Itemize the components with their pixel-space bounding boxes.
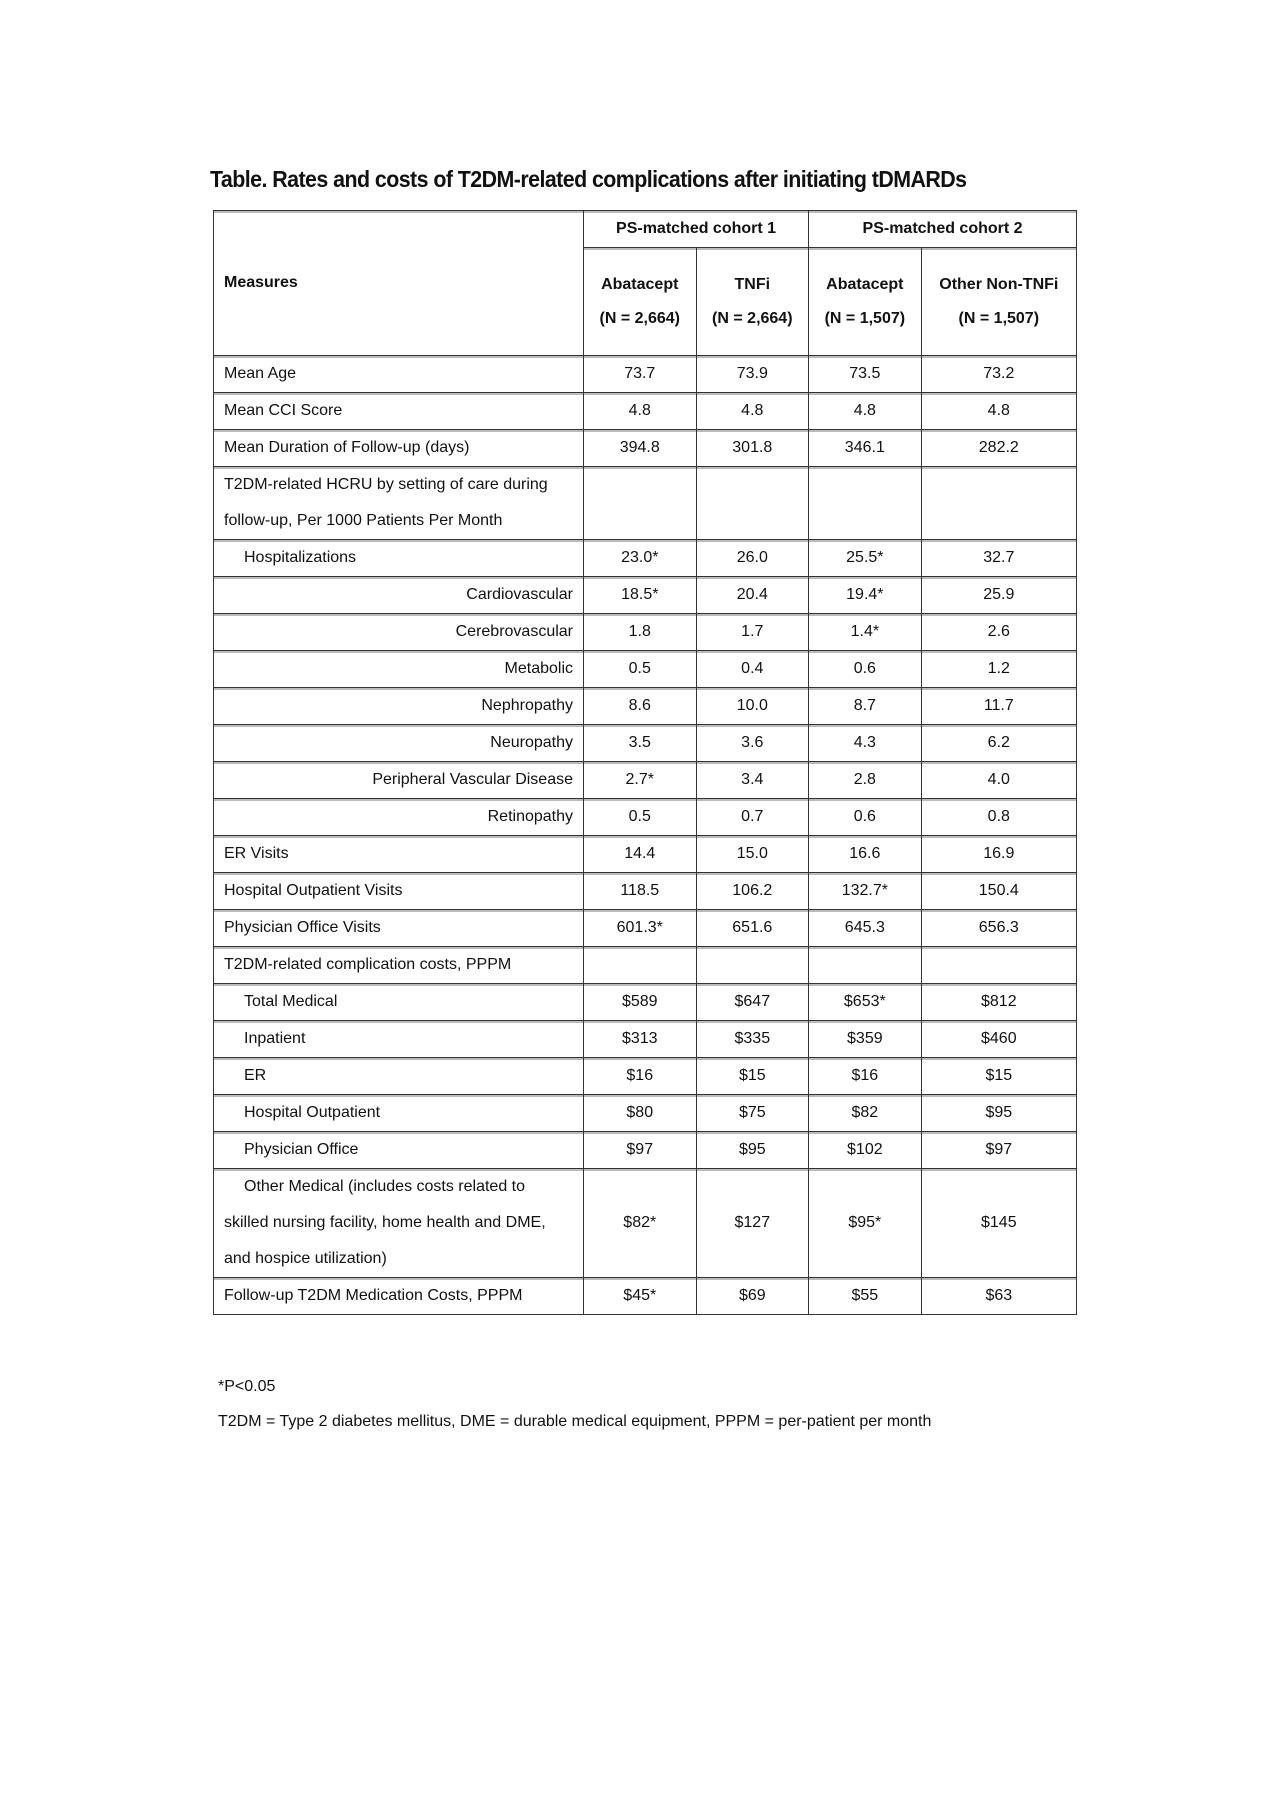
table-row xyxy=(214,614,1077,651)
cell-value: 25.5* xyxy=(809,540,922,577)
row-label: Cerebrovascular xyxy=(214,614,584,651)
cell-value: 4.8 xyxy=(809,393,922,430)
row-label: Retinopathy xyxy=(214,799,584,836)
cell-value: $45* xyxy=(584,1278,697,1315)
table-row xyxy=(214,651,1077,688)
cell-value: 301.8 xyxy=(696,430,809,467)
cell-value: $313 xyxy=(584,1021,697,1058)
cell-value: 8.7 xyxy=(809,688,922,725)
header-col-3 xyxy=(921,248,1076,356)
cell-value: 2.8 xyxy=(809,762,922,799)
table-row xyxy=(214,540,1077,577)
header-col-1 xyxy=(696,248,809,356)
cell-value: 0.5 xyxy=(584,799,697,836)
col-drug: TNFi xyxy=(734,275,771,293)
row-label: Neuropathy xyxy=(214,725,584,762)
table-row xyxy=(214,836,1077,873)
cell-value: $812 xyxy=(921,984,1076,1021)
row-label: Metabolic xyxy=(214,651,584,688)
col-drug: Abatacept xyxy=(601,275,679,293)
cell-value: $95 xyxy=(696,1132,809,1169)
cell-value xyxy=(809,947,922,984)
cell-value: $460 xyxy=(921,1021,1076,1058)
cell-value: 106.2 xyxy=(696,873,809,910)
row-label: T2DM-related HCRU by setting of care during follow-up, Per 1000 Patients Per Month xyxy=(214,467,584,540)
cell-value: 394.8 xyxy=(584,430,697,467)
header-cohort-1: PS-matched cohort 1 xyxy=(584,211,809,248)
cell-value: $16 xyxy=(584,1058,697,1095)
table-row xyxy=(214,799,1077,836)
cell-value: 1.7 xyxy=(696,614,809,651)
table-row xyxy=(214,725,1077,762)
cell-value xyxy=(921,947,1076,984)
cell-value: 0.4 xyxy=(696,651,809,688)
cell-value: 11.7 xyxy=(921,688,1076,725)
cell-value: 4.8 xyxy=(921,393,1076,430)
cell-value: $82 xyxy=(809,1095,922,1132)
cell-value: 346.1 xyxy=(809,430,922,467)
cell-value: 3.4 xyxy=(696,762,809,799)
cell-value: 1.4* xyxy=(809,614,922,651)
table-row xyxy=(214,1278,1077,1315)
row-label: Total Medical xyxy=(214,984,584,1021)
table-row xyxy=(214,356,1077,393)
cell-value: $127 xyxy=(696,1169,809,1278)
row-label: Inpatient xyxy=(214,1021,584,1058)
cell-value: 73.9 xyxy=(696,356,809,393)
header-col-2 xyxy=(809,248,922,356)
cell-value: 19.4* xyxy=(809,577,922,614)
cell-value: 73.7 xyxy=(584,356,697,393)
table-row xyxy=(214,1021,1077,1058)
cell-value: $95* xyxy=(809,1169,922,1278)
cell-value: 4.8 xyxy=(696,393,809,430)
cell-value: 4.3 xyxy=(809,725,922,762)
cell-value: 20.4 xyxy=(696,577,809,614)
cell-value: 18.5* xyxy=(584,577,697,614)
header-col-0 xyxy=(584,248,697,356)
header-measures: Measures xyxy=(214,211,584,356)
cell-value: $80 xyxy=(584,1095,697,1132)
cell-value: 25.9 xyxy=(921,577,1076,614)
cell-value: $63 xyxy=(921,1278,1076,1315)
col-n: (N = 1,507) xyxy=(958,309,1040,327)
cell-value xyxy=(696,467,809,540)
table-row xyxy=(214,393,1077,430)
cell-value: 73.2 xyxy=(921,356,1076,393)
cell-value: $145 xyxy=(921,1169,1076,1278)
row-label: Peripheral Vascular Disease xyxy=(214,762,584,799)
cell-value: $16 xyxy=(809,1058,922,1095)
cell-value: 14.4 xyxy=(584,836,697,873)
cell-value: 6.2 xyxy=(921,725,1076,762)
cell-value: 2.6 xyxy=(921,614,1076,651)
cell-value: $647 xyxy=(696,984,809,1021)
table-row xyxy=(214,947,1077,984)
cell-value: 656.3 xyxy=(921,910,1076,947)
cell-value xyxy=(809,467,922,540)
cell-value: 0.8 xyxy=(921,799,1076,836)
row-label: ER xyxy=(214,1058,584,1095)
cell-value: 651.6 xyxy=(696,910,809,947)
cell-value: $55 xyxy=(809,1278,922,1315)
cell-value xyxy=(584,947,697,984)
cell-value: 8.6 xyxy=(584,688,697,725)
cell-value: 4.8 xyxy=(584,393,697,430)
row-label: T2DM-related complication costs, PPPM xyxy=(214,947,584,984)
table-row xyxy=(214,1095,1077,1132)
header-cohort-2: PS-matched cohort 2 xyxy=(809,211,1077,248)
cell-value: 0.6 xyxy=(809,651,922,688)
row-label: Mean Duration of Follow-up (days) xyxy=(214,430,584,467)
cell-value: 0.5 xyxy=(584,651,697,688)
row-label: ER Visits xyxy=(214,836,584,873)
cell-value: $15 xyxy=(696,1058,809,1095)
table-title: Table. Rates and costs of T2DM-related complications after initiating tDMARDs xyxy=(210,166,967,192)
table-row xyxy=(214,1132,1077,1169)
cell-value: 2.7* xyxy=(584,762,697,799)
cell-value: 1.8 xyxy=(584,614,697,651)
row-label: Hospital Outpatient xyxy=(214,1095,584,1132)
table-row xyxy=(214,984,1077,1021)
cell-value: 645.3 xyxy=(809,910,922,947)
cell-value: 4.0 xyxy=(921,762,1076,799)
row-label: Follow-up T2DM Medication Costs, PPPM xyxy=(214,1278,584,1315)
cell-value: $95 xyxy=(921,1095,1076,1132)
col-n: (N = 1,507) xyxy=(824,309,906,327)
cell-value: 132.7* xyxy=(809,873,922,910)
results-table xyxy=(213,210,1077,1315)
table-row xyxy=(214,1169,1077,1278)
table-row xyxy=(214,577,1077,614)
cell-value: 1.2 xyxy=(921,651,1076,688)
cell-value: 601.3* xyxy=(584,910,697,947)
cell-value: $102 xyxy=(809,1132,922,1169)
cell-value: $589 xyxy=(584,984,697,1021)
cell-value xyxy=(584,467,697,540)
cell-value: $335 xyxy=(696,1021,809,1058)
cell-value: 0.6 xyxy=(809,799,922,836)
cell-value: 282.2 xyxy=(921,430,1076,467)
cell-value: 150.4 xyxy=(921,873,1076,910)
cell-value: 0.7 xyxy=(696,799,809,836)
row-label: Hospitalizations xyxy=(214,540,584,577)
cell-value: 16.9 xyxy=(921,836,1076,873)
cell-value: $69 xyxy=(696,1278,809,1315)
cell-value: 23.0* xyxy=(584,540,697,577)
row-label: Other Medical (includes costs related to skilled nursing facility, home health and DME, and hospice utilization) xyxy=(214,1169,584,1278)
table-row xyxy=(214,910,1077,947)
cell-value: 3.6 xyxy=(696,725,809,762)
cell-value: $75 xyxy=(696,1095,809,1132)
col-n: (N = 2,664) xyxy=(599,309,680,327)
cell-value: $97 xyxy=(921,1132,1076,1169)
cell-value: 32.7 xyxy=(921,540,1076,577)
cell-value: 73.5 xyxy=(809,356,922,393)
col-drug: Other Non-TNFi xyxy=(939,275,1059,293)
cell-value: 15.0 xyxy=(696,836,809,873)
cell-value: 26.0 xyxy=(696,540,809,577)
cell-value xyxy=(696,947,809,984)
cell-value: $653* xyxy=(809,984,922,1021)
footnote-significance: *P<0.05 xyxy=(218,1378,276,1395)
col-n: (N = 2,664) xyxy=(712,309,793,327)
row-label: Nephropathy xyxy=(214,688,584,725)
row-label: Physician Office Visits xyxy=(214,910,584,947)
table-row xyxy=(214,762,1077,799)
cell-value: $15 xyxy=(921,1058,1076,1095)
row-label: Hospital Outpatient Visits xyxy=(214,873,584,910)
table-row xyxy=(214,430,1077,467)
cell-value: $82* xyxy=(584,1169,697,1278)
table-row xyxy=(214,1058,1077,1095)
row-label: Cardiovascular xyxy=(214,577,584,614)
cell-value: 3.5 xyxy=(584,725,697,762)
cell-value: $97 xyxy=(584,1132,697,1169)
table-row xyxy=(214,688,1077,725)
row-label: Mean CCI Score xyxy=(214,393,584,430)
row-label: Mean Age xyxy=(214,356,584,393)
cell-value: 118.5 xyxy=(584,873,697,910)
cell-value: 16.6 xyxy=(809,836,922,873)
row-label: Physician Office xyxy=(214,1132,584,1169)
table-row xyxy=(214,873,1077,910)
cell-value: 10.0 xyxy=(696,688,809,725)
footnote-abbreviations: T2DM = Type 2 diabetes mellitus, DME = durable medical equipment, PPPM = per-patient per month xyxy=(218,1413,932,1430)
table-row xyxy=(214,467,1077,540)
cell-value xyxy=(921,467,1076,540)
cell-value: $359 xyxy=(809,1021,922,1058)
col-drug: Abatacept xyxy=(826,275,904,293)
